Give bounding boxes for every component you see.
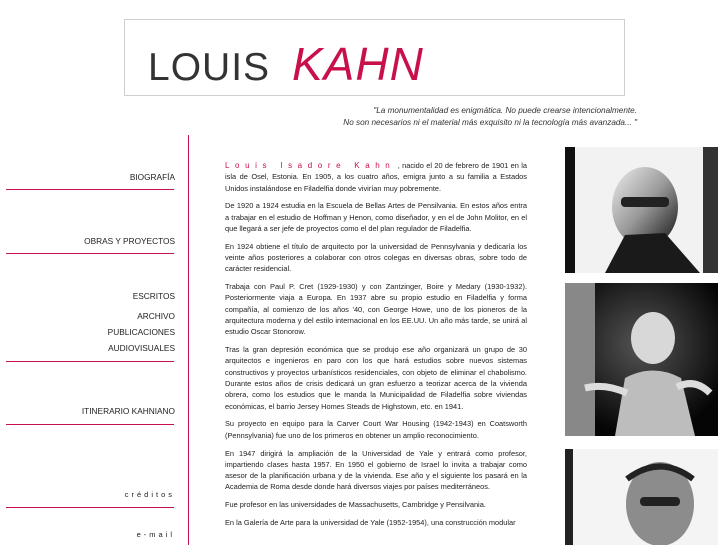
paragraph: Fue profesor en las universidades de Massachusetts, Cambridge y Pensilvania.: [225, 500, 486, 510]
paragraph: Tras la gran depresión económica que se produjo ese año organizará un grupo de 30 arquitectos e ingenieros en paro con los que hará estudios sobre nuevos sistemas constructivos y proyectos urbanísticos residenciales, con objeto de eliminar el chabolismo. Durante estos años de crisis dedicará un gran esfuerzo a teorizar acerca de la vivienda obrera, como los estudios que le manda la Municipalidad de Filadelfia sobre viviendas económicas, el barrio Jersey Homes Steads de Highstown, etc. en 1941.: [225, 345, 527, 411]
person-name: Louis Isadore Kahn: [225, 161, 396, 170]
header-quote: [217, 105, 637, 129]
nav-biografia[interactable]: BIOGRAFÍA: [129, 172, 175, 182]
nav-escritos[interactable]: ESCRITOS: [132, 291, 175, 301]
portrait-photo-3: [565, 449, 718, 545]
portrait-photo-1: [565, 147, 718, 273]
paragraph: [225, 160, 527, 194]
nav-rule: [6, 253, 174, 254]
paragraph-text: , nacido el 20 de febrero de 1901 en la isla de Osel, Estonia. En 1905, a los cuatro años, emigra junto a su familia a Estados Unidos instalándose en Filadelfia donde vivirían muy pobremente.: [225, 161, 527, 193]
nav-publicaciones[interactable]: PUBLICACIONES: [107, 327, 175, 337]
paragraph: Su proyecto en equipo para la Carver Court War Housing (1942-1943) en Coatsworth (Pennsylvania) fue uno de los primeros en obtener un amplio reconocimiento.: [225, 419, 527, 440]
nav-rule: [6, 424, 174, 425]
nav-rule: [6, 361, 174, 362]
nav-rule: [6, 507, 174, 508]
site-title-last: KAHN: [292, 38, 424, 90]
quote-line-1: "La monumentalidad es enigmática. No puede crearse intencionalmente.: [373, 106, 637, 115]
quote-line-2: No son necesarios ni el material más exquisito ni la tecnología más avanzada... ": [343, 118, 637, 127]
paragraph: En 1924 obtiene el título de arquitecto por la universidad de Pennsylvania y dedicaría los veinte años posteriores a colaborar con otros colegas en diversas obras, sobre todo de carácter residencial.: [225, 241, 527, 274]
nav-audiovisuales[interactable]: AUDIOVISUALES: [108, 343, 175, 353]
vertical-divider: [188, 135, 189, 545]
portrait-photo-2: [565, 283, 718, 436]
paragraph: En 1947 dirigirá la ampliación de la Universidad de Yale y entrará como profesor, impartiendo clases hasta 1957. En 1950 el gobierno de Israel lo invita a trabajar como asesor de la planificación urbana y de la vivienda. Ese año y el siguiente los pasará en la Academia de Roma desde donde hará diversos viajes por países mediterráneos.: [225, 448, 527, 492]
site-title-first: LOUIS: [148, 46, 271, 89]
nav-email[interactable]: e-mail: [136, 530, 175, 539]
biography-text: [225, 160, 527, 535]
nav-rule: [6, 189, 174, 190]
nav-archivo[interactable]: ARCHIVO: [137, 311, 175, 321]
paragraph: De 1920 a 1924 estudia en la Escuela de Bellas Artes de Pensilvania. En estos años entra a trabajar en el estudio de Hoffman y Henon, como diseñador, y en el de John Molitor, en el que llegará a ser jefe de proyectos como el del plan regulador de Filadelfia.: [225, 201, 527, 233]
nav-creditos[interactable]: créditos: [124, 490, 175, 499]
nav-obras-y-proyectos[interactable]: OBRAS Y PROYECTOS: [84, 236, 175, 246]
paragraph: En la Galería de Arte para la universidad de Yale (1952-1954), una construcción modular: [225, 518, 516, 528]
nav-itinerario-kahniano[interactable]: ITINERARIO KAHNIANO: [81, 406, 175, 416]
paragraph: Trabaja con Paul P. Cret (1929-1930) y con Zantzinger, Boire y Medary (1930-1932). Posteriormente viaja a Europa. En 1937 abre su propio estudio en Filadelfia y forma compañía, al comienzo de los años '40, con George Howe, uno de los pioneros de la arquitectura moderna y del estilo internacional en los EE.UU. Un año más tarde, se unirá al estudio Oscar Stonorow.: [225, 282, 527, 337]
